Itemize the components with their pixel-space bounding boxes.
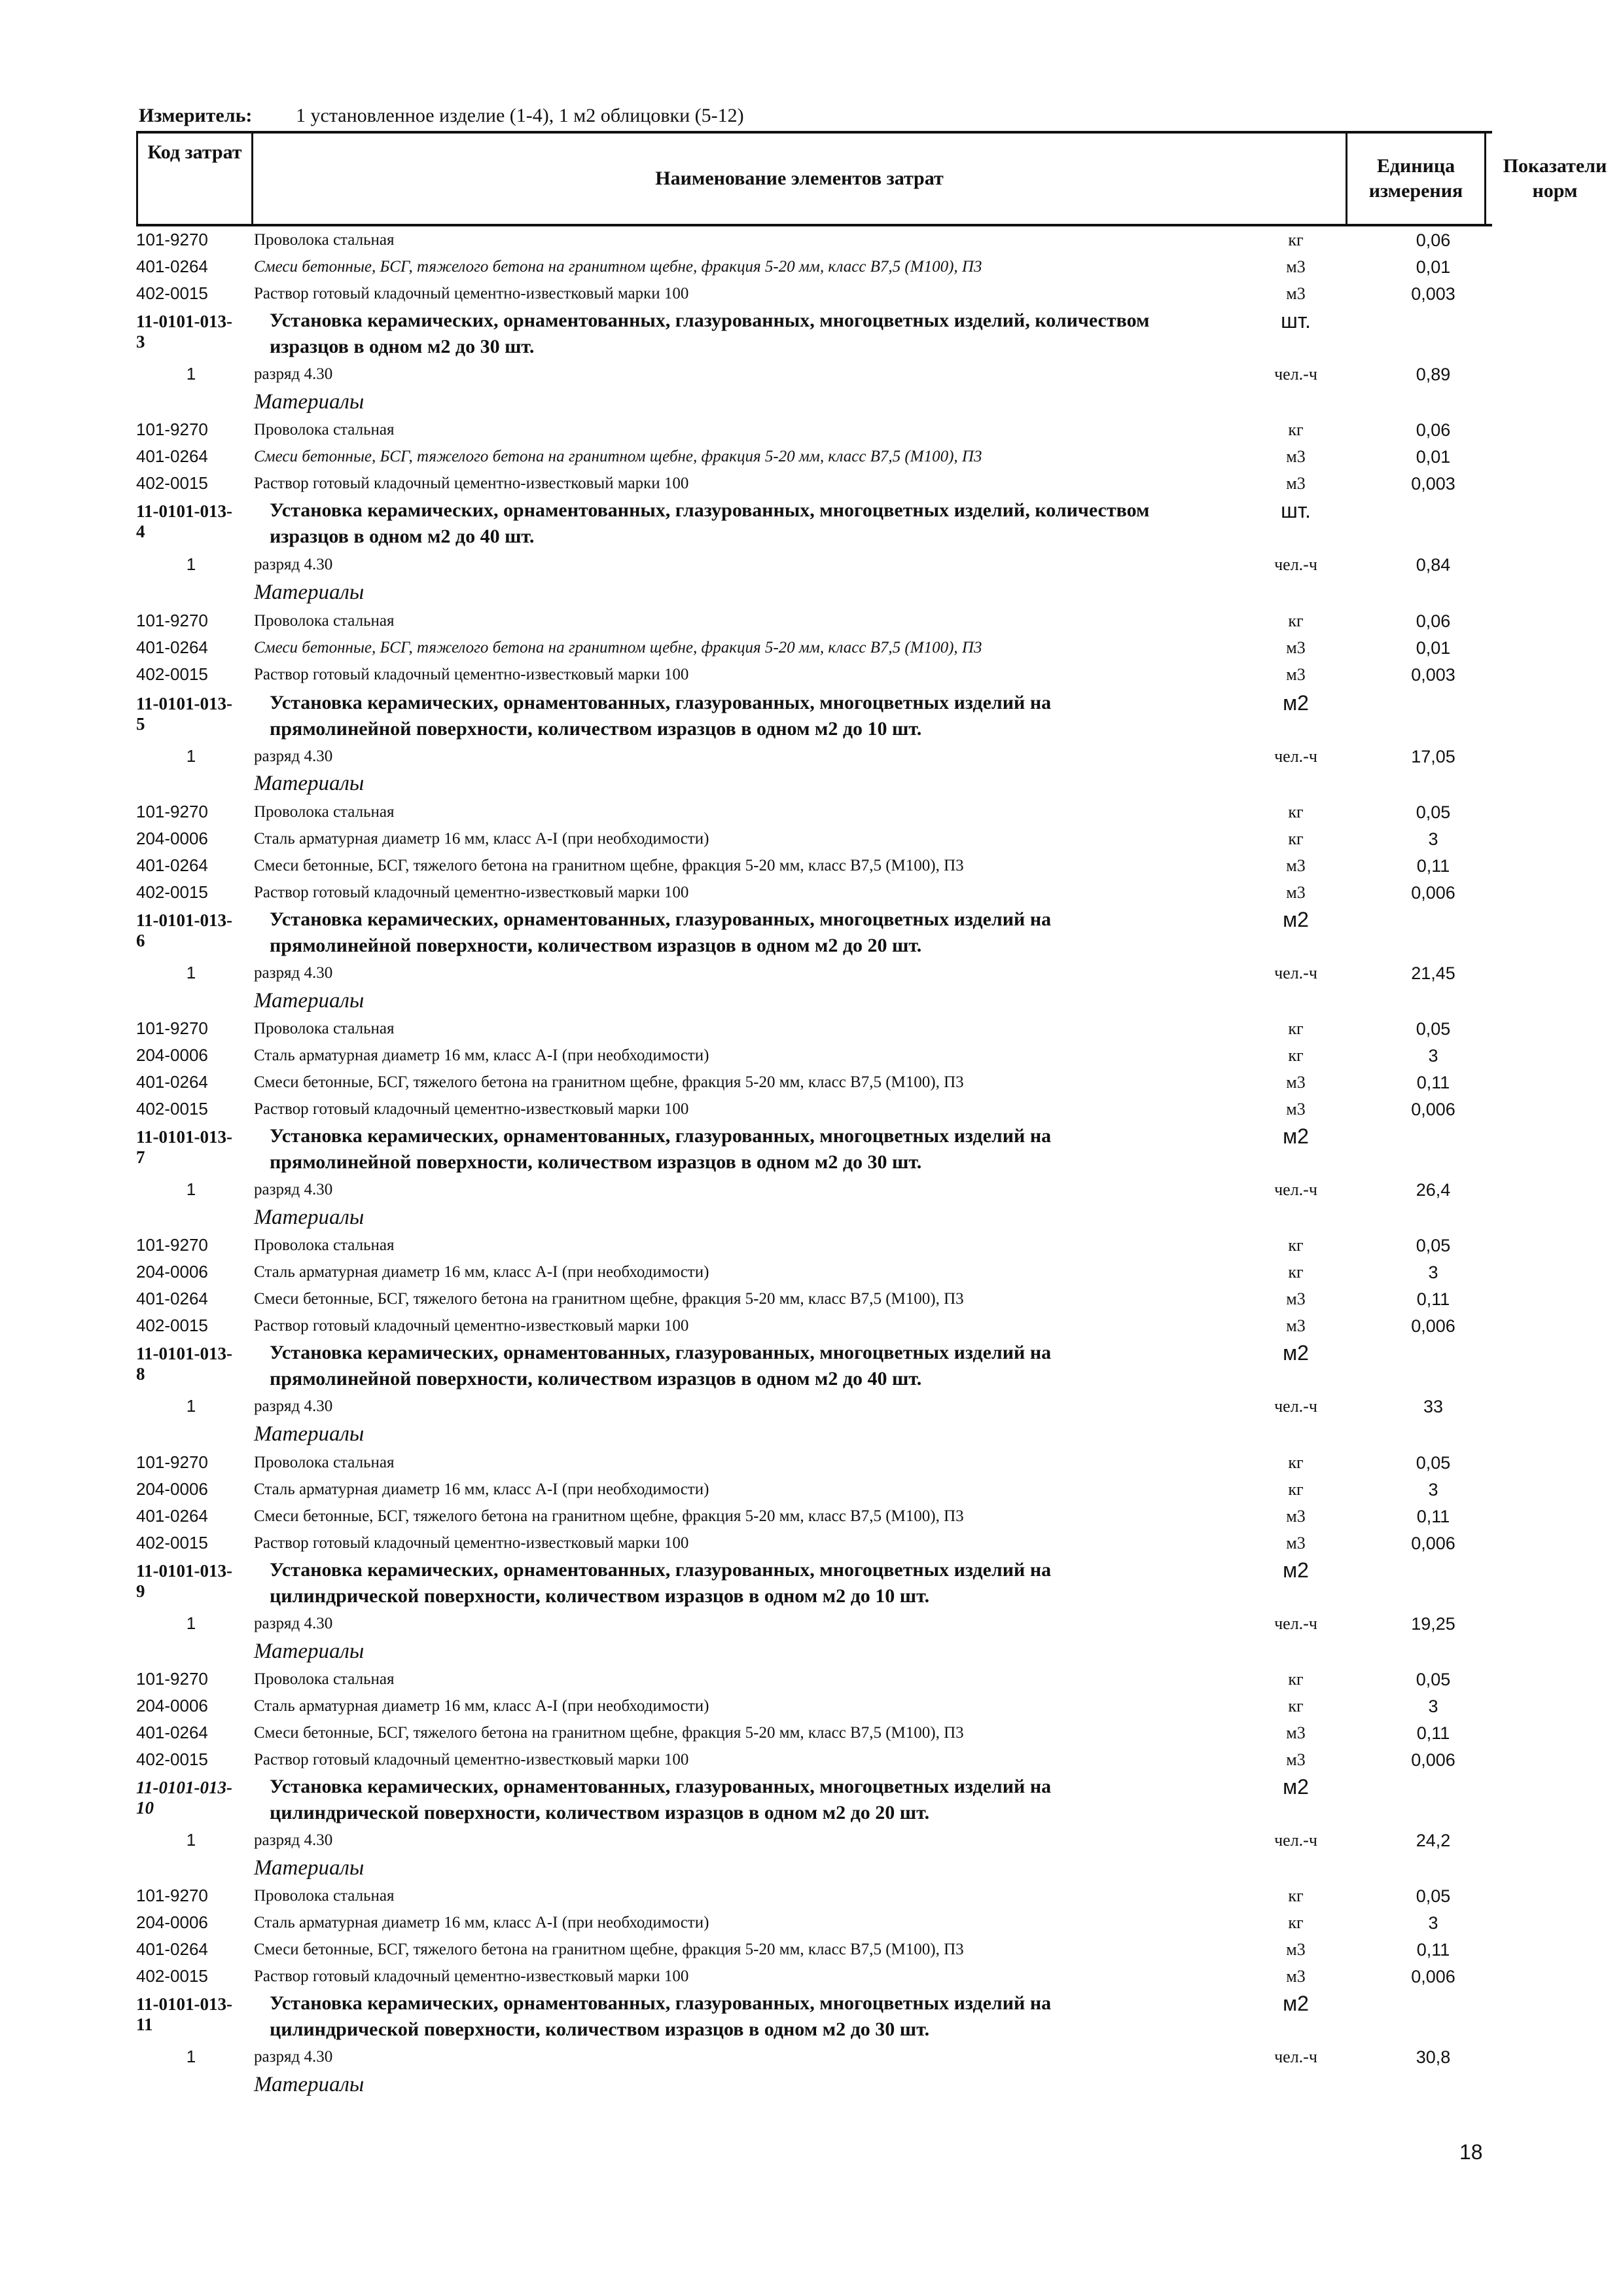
row-unit: кг [1288,1263,1304,1282]
row-code: 1 [186,746,196,766]
row-norm: 0,05 [1416,1453,1451,1473]
row-code: 402-0015 [136,1966,208,1986]
row-code: 401-0264 [136,446,208,466]
table-row [0,1231,1623,1258]
row-code: 401-0264 [136,637,208,657]
row-unit: м3 [1286,883,1306,902]
row-name: Проволока стальная [254,803,395,821]
row-name: Раствор готовый кладочный цементно-известковый марки 100 [254,1317,689,1335]
row-name: Установка керамических, орнаментованных, глазурованных, многоцветных изделий, количеством изразцов в одном м2 до 40 шт. [270,499,1150,547]
labor-row [0,742,1623,769]
row-norm: 0,01 [1416,447,1451,467]
row-unit: м3 [1286,1534,1306,1552]
row-name: Установка керамических, орнаментованных, глазурованных, многоцветных изделий на прямолинейной поверхности, количеством изразцов в одном м2 до 10 шт. [270,692,1052,740]
table-row [0,825,1623,852]
row-norm: 0,05 [1416,802,1451,822]
table-row [0,1502,1623,1529]
section-heading-row [0,1338,1623,1392]
row-code: 402-0015 [136,1099,208,1119]
row-norm: 0,06 [1416,611,1451,631]
row-name: Смеси бетонные, БСГ, тяжелого бетона на гранитном щебне, фракция 5-20 мм, класс В7,5 (М100), П3 [254,448,982,465]
row-name: Сталь арматурная диаметр 16 мм, класс А-I (при необходимости) [254,1047,709,1064]
row-name: Материалы [254,1206,365,1229]
row-name: Установка керамических, орнаментованных, глазурованных, многоцветных изделий на прямолинейной поверхности, количеством изразцов в одном м2 до 20 шт. [270,908,1052,956]
table-row [0,1068,1623,1095]
row-name: Установка керамических, орнаментованных, глазурованных, многоцветных изделий на прямолинейной поверхности, количеством изразцов в одном м2 до 40 шт. [270,1342,1052,1390]
row-name: Раствор готовый кладочный цементно-известковый марки 100 [254,884,689,901]
row-norm: 0,11 [1416,856,1450,876]
row-name: Раствор готовый кладочный цементно-известковый марки 100 [254,1967,689,1985]
row-code: 204-0006 [136,1479,208,1499]
row-unit: кг [1288,1480,1304,1499]
row-norm: 21,45 [1411,963,1455,983]
section-heading-row [0,905,1623,959]
row-code: 401-0264 [136,1072,208,1092]
row-code: 101-9270 [136,1235,208,1255]
row-norm: 0,11 [1416,1289,1450,1309]
row-code: 11-0101-013-7 [136,1127,232,1167]
table-row [0,1692,1623,1719]
row-unit: кг [1288,1236,1304,1255]
row-unit: м3 [1286,474,1306,493]
row-code: 11-0101-013-9 [136,1561,232,1601]
row-code: 11-0101-013-6 [136,910,232,950]
row-norm: 0,05 [1416,1670,1451,1689]
row-name: Материалы [254,581,365,604]
row-norm: 30,8 [1416,2047,1451,2067]
row-unit: м3 [1286,1289,1306,1308]
row-name: Проволока стальная [254,1236,395,1254]
row-name: Проволока стальная [254,1020,395,1037]
row-unit: м2 [1283,1124,1309,1148]
row-code: 101-9270 [136,611,208,630]
row-name: Раствор готовый кладочный цементно-известковый марки 100 [254,666,689,683]
row-name: разряд 4.30 [254,1181,333,1198]
row-norm: 3 [1428,1263,1438,1282]
row-name: Сталь арматурная диаметр 16 мм, класс А-I (при необходимости) [254,830,709,848]
row-norm: 0,006 [1411,1316,1455,1336]
column-header-norm-label: Показатели норм [1503,155,1607,202]
row-norm: 0,11 [1416,1723,1450,1743]
row-norm: 0,84 [1416,555,1451,575]
row-unit: чел.-ч [1274,747,1317,766]
table-row [0,1909,1623,1935]
table-row [0,660,1623,687]
row-norm: 0,05 [1416,1886,1451,1906]
row-name: Проволока стальная [254,231,395,249]
row-unit: чел.-ч [1274,1614,1317,1633]
row-norm: 0,05 [1416,1019,1451,1039]
row-code: 402-0015 [136,1533,208,1552]
row-norm: 3 [1428,1480,1438,1499]
row-code: 101-9270 [136,1669,208,1689]
row-code: 204-0006 [136,1696,208,1715]
row-unit: чел.-ч [1274,365,1317,384]
row-name: Установка керамических, орнаментованных, глазурованных, многоцветных изделий на цилиндрической поверхности, количеством изразцов в одном м2 до 30 шт. [270,1992,1052,2040]
row-unit: м2 [1283,1341,1309,1365]
row-unit: кг [1288,1886,1304,1905]
labor-row [0,1392,1623,1419]
row-name: Материалы [254,1856,365,1880]
table-row [0,1014,1623,1041]
table-row [0,442,1623,469]
row-norm: 19,25 [1411,1614,1455,1634]
row-norm: 0,006 [1411,1100,1455,1119]
row-name: Материалы [254,1640,365,1663]
row-unit: кг [1288,611,1304,630]
labor-row [0,1175,1623,1202]
row-unit: чел.-ч [1274,555,1317,574]
row-code: 401-0264 [136,1289,208,1308]
column-header-name: Наименование элементов затрат [251,134,1346,224]
row-unit: м3 [1286,1100,1306,1119]
row-unit: кг [1288,420,1304,439]
row-name: Материалы [254,2073,365,2096]
row-code: 1 [186,554,196,574]
materials-row [0,1420,1623,1446]
row-code: 1 [186,1179,196,1199]
row-unit: кг [1288,1913,1304,1932]
row-norm: 0,11 [1416,1507,1450,1526]
row-name: разряд 4.30 [254,747,333,765]
row-norm: 0,01 [1416,257,1451,277]
row-code: 11-0101-013-3 [136,312,232,351]
row-name: Раствор готовый кладочный цементно-известковый марки 100 [254,1751,689,1768]
row-unit: кг [1288,802,1304,821]
row-name: разряд 4.30 [254,556,333,573]
row-unit: кг [1288,1019,1304,1038]
row-norm: 3 [1428,829,1438,849]
table-row [0,253,1623,279]
row-code: 402-0015 [136,664,208,684]
row-name: Смеси бетонные, БСГ, тяжелого бетона на гранитном щебне, фракция 5-20 мм, класс В7,5 (М100), П3 [254,1724,964,1742]
table-row [0,607,1623,634]
table-row [0,634,1623,660]
row-code: 204-0006 [136,829,208,848]
column-header-code: Код затрат [136,134,251,224]
row-code: 101-9270 [136,1018,208,1038]
row-code: 402-0015 [136,882,208,902]
table-row [0,1285,1623,1312]
row-unit: м3 [1286,1723,1306,1742]
table-row [0,1312,1623,1338]
row-unit: чел.-ч [1274,1831,1317,1850]
row-unit: м3 [1286,1316,1306,1335]
row-name: Установка керамических, орнаментованных, глазурованных, многоцветных изделий, количеством изразцов в одном м2 до 30 шт. [270,310,1150,357]
row-norm: 33 [1423,1397,1444,1416]
row-name: Установка керамических, орнаментованных, глазурованных, многоцветных изделий на цилиндрической поверхности, количеством изразцов в одном м2 до 20 шт. [270,1776,1052,1823]
row-norm: 0,003 [1411,284,1455,304]
row-code: 1 [186,963,196,982]
row-name: Раствор готовый кладочный цементно-известковый марки 100 [254,1100,689,1118]
page-number: 18 [1459,2140,1483,2164]
table-row [0,1095,1623,1122]
row-code: 11-0101-013-4 [136,501,232,541]
row-code: 204-0006 [136,1262,208,1282]
row-unit: м2 [1283,908,1309,931]
labor-row [0,1826,1623,1853]
row-name: Смеси бетонные, БСГ, тяжелого бетона на гранитном щебне, фракция 5-20 мм, класс В7,5 (М100), П3 [254,1941,964,1958]
row-name: Смеси бетонные, БСГ, тяжелого бетона на гранитном щебне, фракция 5-20 мм, класс В7,5 (М100), П3 [254,1073,964,1091]
table-row [0,1529,1623,1556]
row-unit: м2 [1283,1775,1309,1799]
row-unit: кг [1288,829,1304,848]
row-unit: чел.-ч [1274,1180,1317,1199]
table-row [0,1448,1623,1475]
row-norm: 0,006 [1411,1750,1455,1770]
row-name: Материалы [254,1422,365,1446]
materials-row [0,1203,1623,1230]
materials-row [0,387,1623,414]
materials-row [0,2070,1623,2097]
row-norm: 0,01 [1416,638,1451,658]
row-norm: 0,006 [1411,1967,1455,1986]
table-row [0,1475,1623,1502]
row-code: 1 [186,1396,196,1416]
table-row [0,1719,1623,1746]
row-code: 101-9270 [136,802,208,821]
row-norm: 3 [1428,1696,1438,1716]
row-name: Материалы [254,989,365,1013]
row-code: 1 [186,1613,196,1633]
row-code: 401-0264 [136,1723,208,1742]
row-norm: 0,11 [1416,1940,1450,1960]
row-code: 402-0015 [136,1316,208,1335]
row-name: Установка керамических, орнаментованных, глазурованных, многоцветных изделий на прямолинейной поверхности, количеством изразцов в одном м2 до 30 шт. [270,1125,1052,1173]
row-unit: м3 [1286,1967,1306,1986]
row-code: 11-0101-013-8 [136,1344,232,1384]
row-code: 204-0006 [136,1045,208,1065]
section-heading-row [0,496,1623,550]
row-norm: 0,006 [1411,1534,1455,1553]
table-row [0,1258,1623,1285]
row-code: 1 [186,2047,196,2066]
row-code: 401-0264 [136,1939,208,1959]
table-row [0,1962,1623,1989]
row-name: Смеси бетонные, БСГ, тяжелого бетона на гранитном щебне, фракция 5-20 мм, класс В7,5 (М100), П3 [254,1507,964,1525]
row-norm: 0,003 [1411,474,1455,493]
row-name: разряд 4.30 [254,1615,333,1632]
row-name: Сталь арматурная диаметр 16 мм, класс А-I (при необходимости) [254,1480,709,1498]
row-name: Проволока стальная [254,1887,395,1905]
labor-row [0,360,1623,387]
row-norm: 17,05 [1411,747,1455,766]
row-unit: кг [1288,1453,1304,1472]
row-unit: м3 [1286,447,1306,466]
meter-value: 1 установленное изделие (1-4), 1 м2 облицовки (5-12) [296,105,744,126]
row-name: Проволока стальная [254,421,395,439]
row-name: Смеси бетонные, БСГ, тяжелого бетона на гранитном щебне, фракция 5-20 мм, класс В7,5 (М100), П3 [254,258,982,276]
materials-row [0,986,1623,1013]
row-name: Сталь арматурная диаметр 16 мм, класс А-I (при необходимости) [254,1263,709,1281]
table-row [0,798,1623,825]
row-name: Материалы [254,390,365,414]
row-norm: 26,4 [1416,1180,1451,1200]
row-name: Смеси бетонные, БСГ, тяжелого бетона на гранитном щебне, фракция 5-20 мм, класс В7,5 (М100), П3 [254,1290,964,1308]
section-heading-row [0,306,1623,360]
row-unit: кг [1288,1046,1304,1065]
row-unit: м2 [1283,691,1309,715]
meter-label: Измеритель: [139,105,253,126]
row-code: 402-0015 [136,473,208,493]
labor-row [0,2043,1623,2070]
row-unit: м3 [1286,1940,1306,1959]
column-header-unit-label: Единица измерения [1368,155,1463,202]
row-code: 11-0101-013-11 [136,1994,232,2034]
row-name: Смеси бетонные, БСГ, тяжелого бетона на гранитном щебне, фракция 5-20 мм, класс В7,5 (М100), П3 [254,639,982,656]
row-name: разряд 4.30 [254,1397,333,1415]
row-unit: м3 [1286,1750,1306,1769]
row-name: Раствор готовый кладочный цементно-известковый марки 100 [254,1534,689,1552]
row-unit: м3 [1286,665,1306,684]
section-heading-row [0,689,1623,742]
row-code: 11-0101-013-5 [136,694,232,734]
row-unit: кг [1288,230,1304,249]
row-name: Проволока стальная [254,612,395,630]
row-unit: шт. [1281,309,1311,332]
row-unit: м3 [1286,284,1306,303]
row-code: 402-0015 [136,283,208,303]
table-row [0,1746,1623,1772]
row-name: Смеси бетонные, БСГ, тяжелого бетона на гранитном щебне, фракция 5-20 мм, класс В7,5 (М100), П3 [254,857,964,874]
row-unit: шт. [1281,499,1311,522]
row-norm: 0,003 [1411,665,1455,685]
row-norm: 0,89 [1416,365,1451,384]
row-name: Раствор готовый кладочный цементно-известковый марки 100 [254,285,689,302]
row-name: разряд 4.30 [254,2048,333,2066]
row-name: Сталь арматурная диаметр 16 мм, класс А-I (при необходимости) [254,1914,709,1931]
row-norm: 3 [1428,1046,1438,1066]
labor-row [0,959,1623,986]
row-code: 101-9270 [136,420,208,439]
row-unit: м3 [1286,1507,1306,1526]
row-code: 401-0264 [136,855,208,875]
row-norm: 24,2 [1416,1831,1451,1850]
row-name: разряд 4.30 [254,1831,333,1849]
row-unit: кг [1288,1696,1304,1715]
table-row [0,878,1623,905]
row-unit: м3 [1286,1073,1306,1092]
section-heading-row [0,1772,1623,1826]
row-name: разряд 4.30 [254,365,333,383]
row-code: 204-0006 [136,1912,208,1932]
materials-row [0,578,1623,605]
table-row [0,852,1623,878]
row-code: 101-9270 [136,1452,208,1472]
row-norm: 0,06 [1416,230,1451,250]
row-unit: м3 [1286,856,1306,875]
table-row [0,1665,1623,1692]
row-unit: м3 [1286,638,1306,657]
table-row [0,469,1623,496]
row-unit: чел.-ч [1274,2047,1317,2066]
row-name: Проволока стальная [254,1454,395,1471]
row-name: Проволока стальная [254,1670,395,1688]
row-unit: чел.-ч [1274,963,1317,982]
table-row [0,1882,1623,1909]
row-name: Раствор готовый кладочный цементно-известковый марки 100 [254,475,689,492]
row-unit: м2 [1283,1992,1309,2015]
row-code: 101-9270 [136,1886,208,1905]
table-row [0,416,1623,442]
row-code: 1 [186,1830,196,1850]
row-norm: 3 [1428,1913,1438,1933]
row-unit: чел.-ч [1274,1397,1317,1416]
table-row [0,1041,1623,1068]
row-unit: м3 [1286,257,1306,276]
row-norm: 0,05 [1416,1236,1451,1255]
labor-row [0,550,1623,577]
row-code: 101-9270 [136,230,208,249]
table-row [0,226,1623,253]
row-norm: 0,06 [1416,420,1451,440]
row-unit: м2 [1283,1558,1309,1582]
row-name: Установка керамических, орнаментованных, глазурованных, многоцветных изделий на цилиндрической поверхности, количеством изразцов в одном м2 до 10 шт. [270,1559,1052,1607]
table-row [0,1935,1623,1962]
labor-row [0,1609,1623,1636]
row-name: Материалы [254,772,365,795]
row-code: 401-0264 [136,257,208,276]
row-name: Сталь арматурная диаметр 16 мм, класс А-I (при необходимости) [254,1697,709,1715]
row-name: разряд 4.30 [254,964,333,982]
section-heading-row [0,1122,1623,1175]
section-heading-row [0,1989,1623,2043]
row-unit: кг [1288,1670,1304,1689]
table-row [0,279,1623,306]
row-code: 402-0015 [136,1749,208,1769]
row-norm: 0,11 [1416,1073,1450,1092]
row-code: 401-0264 [136,1506,208,1526]
materials-row [0,769,1623,796]
materials-row [0,1854,1623,1880]
row-code: 1 [186,364,196,384]
row-norm: 0,006 [1411,883,1455,903]
section-heading-row [0,1556,1623,1609]
materials-row [0,1637,1623,1664]
row-code: 11-0101-013-10 [136,1778,232,1818]
